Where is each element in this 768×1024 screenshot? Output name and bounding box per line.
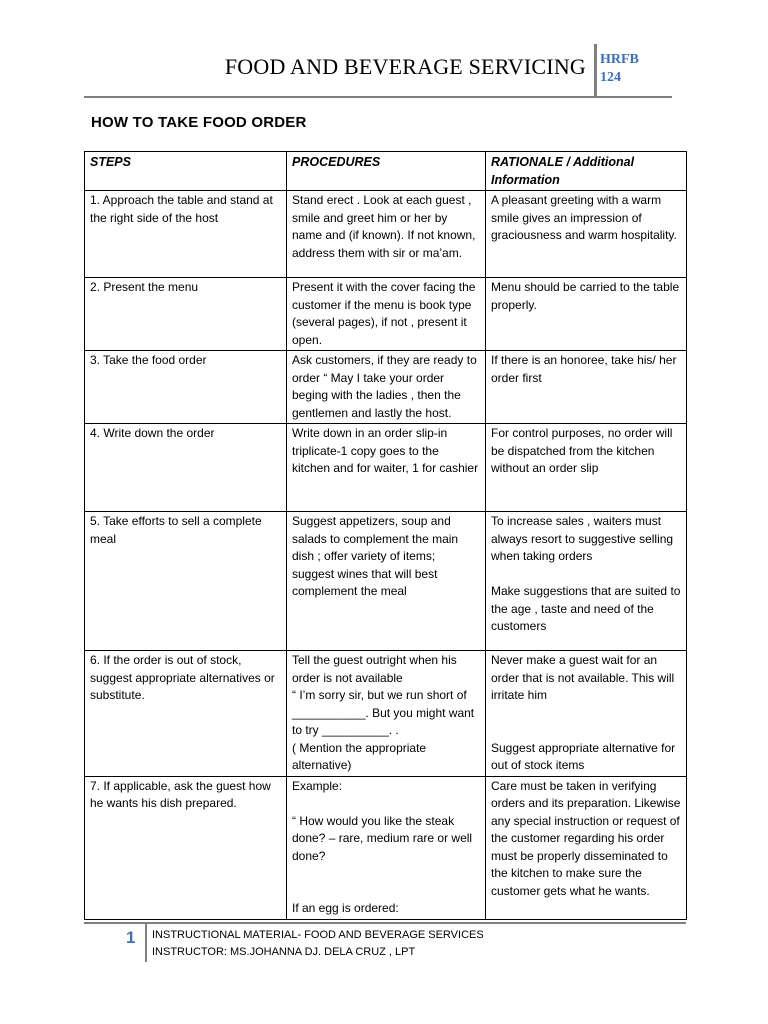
procedure-text: Suggest appetizers, soup and salads to complement the main dish ; offer variety of items; suggest wines that will best complement the meal: [292, 514, 459, 598]
rationale-text: For control purposes, no order will be dispatched from the kitchen without an order slip: [491, 426, 673, 475]
step-text: 4. Write down the order: [90, 426, 215, 440]
column-header-procedures: PROCEDURES: [287, 152, 486, 191]
table-row: [85, 191, 687, 278]
rationale-cell: [486, 776, 687, 919]
page-footer: [152, 927, 484, 961]
rationale-text: Never make a guest wait for an order that is not available. This will irritate him Suggest appropriate alternative for out of stock items: [491, 653, 676, 772]
rationale-cell: [486, 651, 687, 777]
step-text: 3. Take the food order: [90, 353, 207, 367]
procedure-cell: [287, 776, 486, 919]
rationale-text: Menu should be carried to the table properly.: [491, 280, 680, 312]
rationale-cell: [486, 278, 687, 351]
procedure-text: Stand erect . Look at each guest , smile and greet him or her by name and (if known). If not known, address them with sir or ma’am.: [292, 193, 476, 260]
rationale-text: If there is an honoree, take his/ her order first: [491, 353, 677, 385]
step-text: 7. If applicable, ask the guest how he wants his dish prepared.: [90, 778, 271, 810]
table-row: [85, 351, 687, 424]
footer-instructor: INSTRUCTOR: MS.JOHANNA DJ. DELA CRUZ , LPT: [152, 946, 416, 958]
rationale-cell: [486, 512, 687, 651]
table-row: [85, 512, 687, 651]
document-title: FOOD AND BEVERAGE SERVICING: [224, 54, 586, 79]
rationale-cell: [486, 351, 687, 424]
table-row: [85, 424, 687, 512]
step-cell: [85, 278, 287, 351]
footer-rule: [84, 922, 686, 924]
step-text: 6. If the order is out of stock, suggest appropriate alternatives or substitute.: [90, 653, 275, 702]
rationale-text: Care must be taken in verifying orders and its preparation. Likewise any special instruction or request of the customer regarding his order must be properly disseminated to the kitchen to make sure the customer gets what he wants.: [491, 778, 681, 898]
procedure-cell: [287, 278, 486, 351]
procedure-text: Present it with the cover facing the customer if the menu is book type (several pages), if not , present it open.: [292, 280, 476, 347]
rationale-cell: [486, 191, 687, 278]
procedure-text: Ask customers, if they are ready to order “ May I take your order beging with the ladies , then the gentlemen and lastly the host.: [292, 353, 477, 420]
page-header: [84, 44, 672, 98]
procedure-text: Write down in an order slip-in triplicate-1 copy goes to the kitchen and for waiter, 1 for cashier: [292, 426, 479, 475]
step-cell: [85, 351, 287, 424]
footer-instructional-material: INSTRUCTIONAL MATERIAL- FOOD AND BEVERAGE SERVICES: [152, 929, 484, 941]
procedure-cell: [287, 191, 486, 278]
food-order-steps-table: [84, 151, 687, 920]
step-text: 5. Take efforts to sell a complete meal: [90, 514, 262, 546]
step-cell: [85, 424, 287, 512]
header-divider: [594, 44, 597, 96]
step-text: 2. Present the menu: [90, 280, 199, 294]
table-header-row: [85, 152, 687, 191]
rationale-text: To increase sales , waiters must always resort to suggestive selling when taking orders Make suggestions that are suited to the age , taste and need of the customers: [491, 514, 681, 633]
step-text: 1. Approach the table and stand at the right side of the host: [90, 193, 273, 225]
procedure-text: Example: “ How would you like the steak done? – rare, medium rare or well done? If an egg is ordered:: [292, 778, 473, 915]
procedure-cell: [287, 351, 486, 424]
procedure-cell: [287, 512, 486, 651]
step-cell: [85, 651, 287, 777]
step-cell: [85, 191, 287, 278]
step-cell: [85, 512, 287, 651]
rationale-cell: [486, 424, 687, 512]
section-heading: HOW TO TAKE FOOD ORDER: [91, 114, 307, 131]
table-row: [85, 776, 687, 919]
course-code: HRFB 124: [600, 52, 639, 85]
procedure-cell: [287, 651, 486, 777]
footer-divider: [145, 924, 147, 962]
rationale-text: A pleasant greeting with a warm smile gives an impression of graciousness and warm hospitality.: [491, 193, 677, 242]
step-cell: [85, 776, 287, 919]
table-row: [85, 278, 687, 351]
procedure-text: Tell the guest outright when his order is not available “ I’m sorry sir, but we run short of ___________. But you might want to try __________. . ( Mention the appropriate alternative): [292, 653, 475, 772]
page-number: 1: [126, 928, 136, 947]
table-row: [85, 651, 687, 777]
procedure-cell: [287, 424, 486, 512]
column-header-rationale: RATIONALE / Additional Information: [486, 152, 687, 191]
column-header-steps: STEPS: [85, 152, 287, 191]
